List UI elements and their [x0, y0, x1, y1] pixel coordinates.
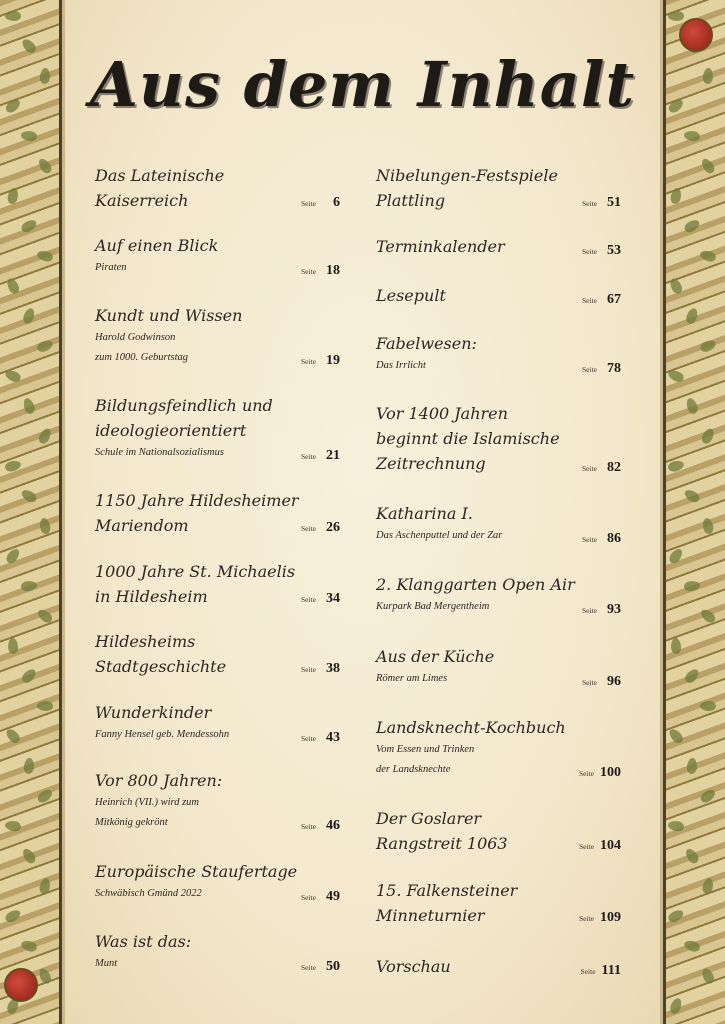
vine-leaf-icon [37, 701, 53, 711]
entry-heading: Hildesheims [95, 632, 196, 651]
vine-leaf-icon [669, 187, 682, 205]
vine-leaf-icon [683, 580, 700, 592]
seite-label: Seite [582, 606, 597, 615]
toc-entry [376, 644, 621, 692]
vine-leaf-icon [39, 68, 50, 85]
vine-leaf-icon [20, 847, 37, 866]
page-number: 19 [326, 353, 340, 368]
vine-leaf-icon [683, 847, 700, 866]
seite-label: Seite [580, 967, 596, 976]
toc-entry [376, 401, 621, 478]
entry-heading: Vor 1400 Jahren [376, 404, 508, 423]
vine-leaf-icon [8, 638, 19, 655]
entry-heading: ideologieorientiert [95, 421, 247, 440]
toc-entry [95, 303, 340, 371]
vine-leaf-icon [668, 277, 684, 296]
toc-entry [376, 234, 621, 261]
seite-label: Seite [582, 199, 597, 208]
entry-heading: Zeitrechnung [376, 454, 486, 473]
page-ref [582, 598, 621, 618]
vine-leaf-icon [699, 787, 718, 805]
page-number: 38 [326, 661, 340, 676]
vine-leaf-icon [668, 997, 683, 1016]
page-number: 46 [326, 818, 340, 833]
right-ornamental-border [663, 0, 725, 1024]
entry-heading: Rangstreit 1063 [376, 834, 508, 853]
toc-entry [376, 572, 621, 620]
entry-heading: beginnt die Islamische [376, 429, 560, 448]
toc-entry [95, 629, 340, 679]
entry-subtitle: Piraten [95, 262, 127, 273]
entry-heading: Auf einen Blick [95, 236, 219, 255]
vine-leaf-icon [38, 877, 51, 895]
page-number: 6 [333, 195, 340, 210]
right-border-rule [663, 0, 666, 1024]
entry-heading: Kaiserreich [95, 191, 189, 210]
page-number: 21 [326, 448, 340, 463]
seite-label: Seite [301, 963, 316, 972]
entry-subtitle: Munt [95, 958, 118, 969]
vine-leaf-icon [36, 607, 55, 625]
vine-leaf-icon [685, 307, 700, 325]
vine-leaf-icon [699, 338, 718, 353]
vine-leaf-icon [667, 368, 686, 384]
entry-subtitle: zum 1000. Geburtstag [95, 352, 189, 363]
entry-subtitle: Mitkönig gekrönt [95, 817, 168, 828]
page-number: 67 [607, 292, 621, 307]
vine-leaf-icon [699, 157, 716, 176]
vine-leaf-icon [20, 667, 38, 685]
entry-heading: Das Lateinische [95, 166, 225, 185]
page-number: 109 [600, 910, 621, 925]
vine-leaf-icon [667, 97, 686, 115]
page-number: 100 [600, 765, 621, 780]
vine-leaf-icon [683, 939, 701, 953]
toc-entry [376, 331, 621, 379]
entry-heading: Der Goslarer [376, 809, 482, 828]
entry-heading: Lesepult [376, 286, 446, 305]
vine-leaf-icon [667, 547, 684, 566]
entry-heading: Kundt und Wissen [95, 306, 243, 325]
seite-label: Seite [301, 822, 316, 831]
vine-leaf-icon [700, 967, 716, 986]
seite-label: Seite [301, 665, 316, 674]
vine-leaf-icon [36, 338, 55, 353]
page-ref [301, 885, 340, 905]
page-number: 104 [600, 838, 621, 853]
vine-leaf-icon [686, 758, 697, 775]
vine-leaf-icon [20, 939, 38, 953]
entry-subtitle: Fanny Hensel geb. Mendessohn [95, 729, 230, 740]
vine-leaf-icon [683, 488, 702, 505]
toc-entry [95, 700, 340, 748]
entry-heading: Aus der Küche [376, 647, 495, 666]
toc-entry [95, 559, 340, 609]
page-number: 18 [326, 263, 340, 278]
page-ref [579, 761, 621, 781]
top-right-seal-icon [679, 18, 713, 52]
entry-heading: Landsknecht-Kochbuch [376, 718, 566, 737]
vine-leaf-icon [39, 517, 52, 535]
seite-label: Seite [301, 452, 316, 461]
entry-subtitle: Schule im Nationalsozialismus [95, 447, 224, 458]
entry-subtitle: Das Irrlicht [376, 360, 426, 371]
vine-leaf-icon [702, 517, 715, 535]
vine-leaf-icon [22, 397, 37, 415]
page-ref [582, 527, 621, 547]
page-number: 82 [607, 460, 621, 475]
page-number: 34 [326, 591, 340, 606]
seite-label: Seite [582, 535, 597, 544]
vine-leaf-icon [4, 368, 23, 384]
vine-leaf-icon [22, 307, 37, 325]
page-ref [579, 834, 621, 854]
vine-leaf-icon [20, 580, 37, 592]
page-ref [582, 239, 621, 259]
page-ref [301, 516, 340, 536]
entry-heading: Vorschau [376, 957, 451, 976]
vine-leaf-icon [671, 638, 682, 655]
entry-subtitle: Vom Essen und Trinken [376, 744, 475, 755]
toc-entry [376, 715, 621, 783]
seite-label: Seite [301, 893, 316, 902]
entry-heading: Was ist das: [95, 932, 192, 951]
toc-entry [376, 806, 621, 856]
page-number: 86 [607, 531, 621, 546]
vine-leaf-icon [5, 277, 21, 296]
entry-heading: Terminkalender [376, 237, 505, 256]
toc-entry [95, 163, 340, 213]
toc-entry [95, 929, 340, 977]
page-ref [582, 288, 621, 308]
entry-heading: Europäische Staufertage [95, 862, 298, 881]
seite-label: Seite [582, 365, 597, 374]
page-ref [301, 444, 340, 464]
vine-leaf-icon [36, 249, 54, 263]
page-number: 50 [326, 959, 340, 974]
vine-leaf-icon [685, 397, 700, 415]
vine-leaf-icon [20, 130, 37, 142]
vine-leaf-icon [4, 97, 23, 115]
vine-leaf-icon [700, 427, 716, 446]
seite-label: Seite [301, 734, 316, 743]
entry-heading: Nibelungen-Festspiele [376, 166, 558, 185]
page-ref [582, 191, 621, 211]
vine-leaf-icon [667, 459, 685, 473]
page-number: 26 [326, 520, 340, 535]
entry-subtitle: Harold Godwinson [95, 332, 176, 343]
toc-entry [95, 768, 340, 836]
parchment-page [65, 0, 660, 1024]
page-ref [301, 349, 340, 369]
seite-label: Seite [301, 595, 316, 604]
vine-leaf-icon [20, 218, 39, 235]
vine-leaf-icon [20, 37, 38, 56]
toc-entry [376, 163, 621, 213]
page-number: 53 [607, 243, 621, 258]
page-ref [582, 456, 621, 476]
toc-entry [376, 501, 621, 549]
vine-leaf-icon [701, 877, 714, 895]
toc-entry [95, 488, 340, 538]
seite-label: Seite [582, 247, 597, 256]
entry-heading: Wunderkinder [95, 703, 212, 722]
toc-entry [95, 233, 340, 281]
vine-leaf-icon [37, 967, 53, 986]
entry-subtitle: der Landsknechte [376, 764, 451, 775]
page-ref [582, 357, 621, 377]
page-title: Aus dem Inhalt [89, 48, 636, 121]
vine-leaf-icon [5, 11, 21, 21]
vine-leaf-icon [667, 727, 685, 746]
entry-heading: 1000 Jahre St. Michaelis [95, 562, 296, 581]
entry-heading: Bildungsfeindlich und [95, 396, 273, 415]
page-number: 51 [607, 195, 621, 210]
page-ref [301, 814, 340, 834]
vine-leaf-icon [4, 727, 22, 746]
toc-entry [376, 878, 621, 928]
entry-heading: Stadtgeschichte [95, 657, 227, 676]
vine-leaf-icon [4, 459, 22, 473]
entry-heading: Katharina I. [376, 504, 473, 523]
entry-heading: Vor 800 Jahren: [95, 771, 223, 790]
toc-entry [95, 859, 340, 907]
entry-heading: 15. Falkensteiner [376, 881, 518, 900]
seite-label: Seite [579, 842, 594, 851]
toc-entry [95, 393, 340, 466]
vine-leaf-icon [683, 130, 700, 142]
bottom-left-seal-icon [4, 968, 38, 1002]
page-ref [579, 906, 621, 926]
seite-label: Seite [579, 914, 594, 923]
entry-heading: Minneturnier [376, 906, 485, 925]
entry-heading: Plattling [376, 191, 446, 210]
seite-label: Seite [579, 769, 594, 778]
vine-leaf-icon [37, 427, 53, 446]
page-ref [301, 259, 340, 279]
vine-leaf-icon [4, 908, 23, 925]
vine-leaf-icon [699, 249, 717, 263]
entry-subtitle: Schwäbisch Gmünd 2022 [95, 888, 202, 899]
page-ref [301, 955, 340, 975]
vine-leaf-icon [36, 787, 55, 805]
entry-subtitle: Heinrich (VII.) wird zum [95, 797, 200, 808]
seite-label: Seite [301, 199, 316, 208]
seite-label: Seite [582, 464, 597, 473]
page-number: 49 [326, 889, 340, 904]
vine-leaf-icon [20, 488, 39, 505]
page-ref [301, 726, 340, 746]
entry-heading: Mariendom [95, 516, 189, 535]
vine-leaf-icon [6, 187, 19, 205]
vine-leaf-icon [668, 11, 684, 21]
entry-subtitle: Römer am Limes [376, 673, 448, 684]
vine-leaf-icon [4, 547, 21, 566]
entry-subtitle: Kurpark Bad Mergentheim [376, 601, 490, 612]
left-border-rule [59, 0, 62, 1024]
vine-leaf-icon [23, 758, 34, 775]
seite-label: Seite [301, 524, 316, 533]
vine-leaf-icon [4, 820, 21, 832]
toc-entry [376, 283, 621, 310]
entry-heading: Fabelwesen: [376, 334, 477, 353]
page-number: 96 [607, 674, 621, 689]
page-ref [301, 191, 340, 211]
entry-heading: in Hildesheim [95, 587, 208, 606]
page-number: 78 [607, 361, 621, 376]
page-number: 43 [326, 730, 340, 745]
vine-leaf-icon [702, 68, 713, 85]
page-ref [301, 587, 340, 607]
entry-heading: 1150 Jahre Hildesheimer [95, 491, 299, 510]
seite-label: Seite [301, 267, 316, 276]
page-ref [581, 959, 621, 979]
vine-leaf-icon [36, 157, 53, 176]
vine-leaf-icon [700, 701, 716, 711]
left-ornamental-border [0, 0, 62, 1024]
entry-subtitle: Das Aschenputtel und der Zar [376, 530, 503, 541]
page-ref [301, 657, 340, 677]
page-ref [582, 670, 621, 690]
vine-leaf-icon [683, 667, 701, 685]
vine-leaf-icon [667, 908, 686, 925]
seite-label: Seite [582, 296, 597, 305]
page-number: 111 [601, 963, 621, 978]
seite-label: Seite [582, 678, 597, 687]
page-number: 93 [607, 602, 621, 617]
toc-entry [376, 954, 621, 981]
vine-leaf-icon [699, 607, 718, 625]
vine-leaf-icon [683, 218, 702, 235]
vine-leaf-icon [667, 820, 684, 832]
entry-heading: 2. Klanggarten Open Air [376, 575, 575, 594]
seite-label: Seite [301, 357, 316, 366]
